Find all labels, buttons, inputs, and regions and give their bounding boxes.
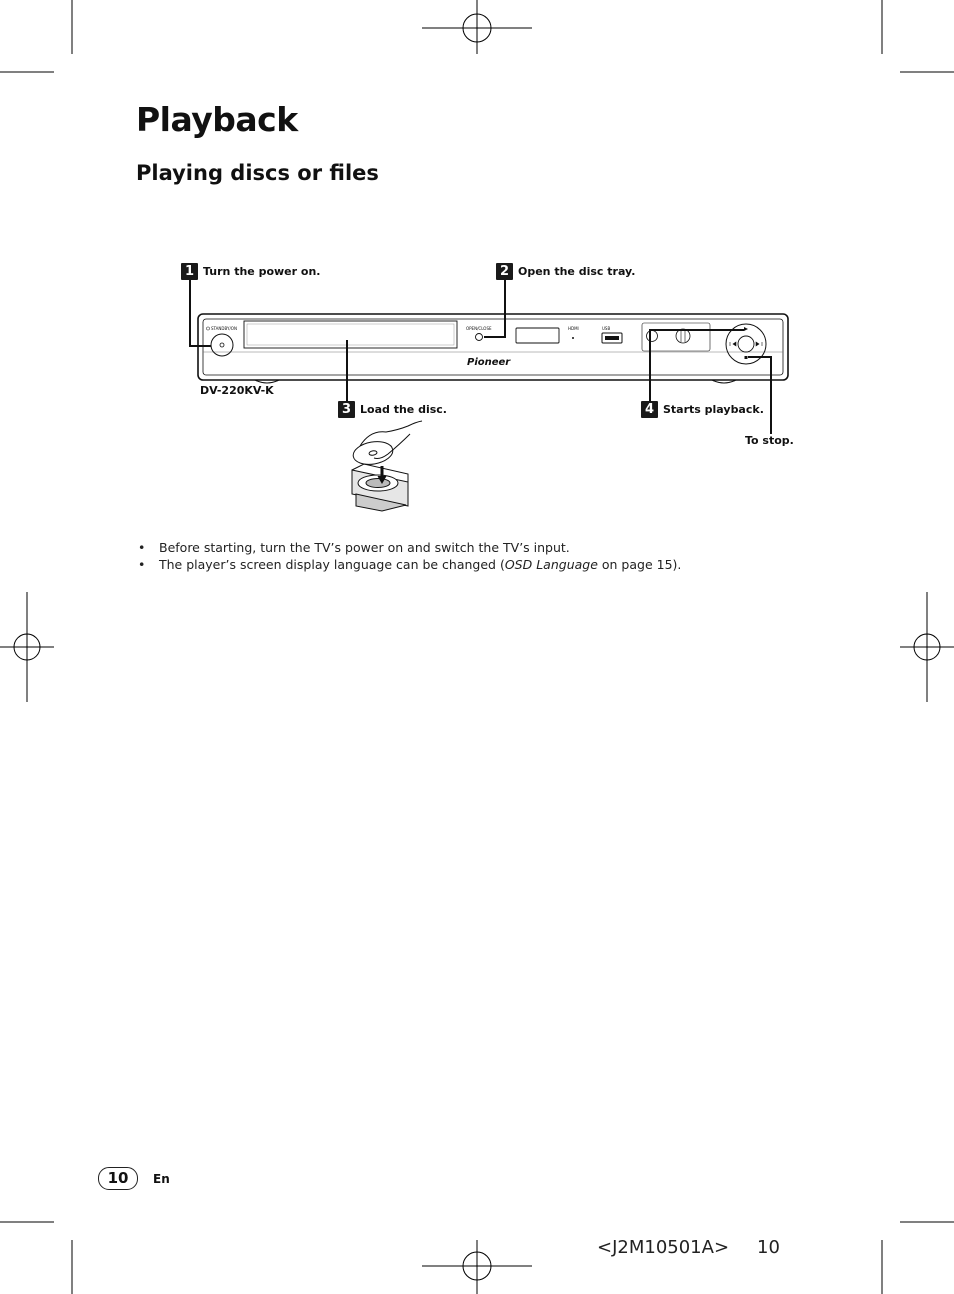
hdmi-label: HDMI [568, 326, 579, 331]
section-title: Playing discs or files [136, 161, 379, 185]
previous-icon [730, 342, 736, 346]
step-3-label [338, 401, 447, 418]
step-number-badge: 1 [181, 263, 198, 280]
page-number-badge: 10 [98, 1167, 138, 1190]
disc-tray [244, 321, 457, 348]
step-number-badge: 4 [641, 401, 658, 418]
bullet: • [138, 540, 146, 555]
step-number-badge: 3 [338, 401, 355, 418]
disc-loading-illustration [351, 421, 422, 511]
stop-label: To stop. [745, 434, 794, 447]
osd-language-link: OSD Language [504, 557, 598, 572]
step-1-label [181, 263, 320, 280]
hdmi-indicator [572, 337, 574, 339]
bullet: • [138, 557, 146, 572]
usb-label: USB [602, 326, 611, 331]
list-item [138, 556, 681, 573]
player-front-panel [198, 314, 788, 383]
power-icon [206, 327, 209, 330]
step-2-label [496, 263, 635, 280]
play-icon [744, 327, 748, 331]
power-button [211, 334, 233, 356]
doc-page: 10 [757, 1237, 780, 1258]
list-item [138, 539, 681, 556]
open-close-button [476, 334, 483, 341]
next-icon [756, 342, 762, 346]
step-text: Open the disc tray. [518, 265, 636, 278]
open-close-label: OPEN/CLOSE [466, 326, 492, 331]
note-text: Before starting, turn the TV’s power on and switch the TV’s input. [159, 540, 570, 555]
pioneer-logo: Pioneer [467, 357, 511, 368]
standby-label: STANDBY/ON [211, 326, 237, 331]
notes-list [138, 539, 681, 573]
display-window [516, 328, 559, 343]
note-text-before: The player’s screen display language can be changed ( [159, 557, 505, 572]
step-4-label [641, 401, 764, 418]
mic-jack [647, 331, 658, 342]
doc-code: <J2M10501A> [597, 1237, 730, 1258]
language-code: En [153, 1172, 170, 1186]
model-label: DV-220KV-K [200, 384, 274, 397]
stop-icon [745, 356, 748, 359]
page-title: Playback [136, 100, 298, 139]
step-text: Load the disc. [360, 403, 447, 416]
mic-volume-knob [676, 329, 690, 343]
step-text: Turn the power on. [203, 265, 321, 278]
document-code [597, 1237, 780, 1258]
note-text-after: on page 15). [597, 557, 682, 572]
step-number-badge: 2 [496, 263, 513, 280]
step-text: Starts playback. [663, 403, 764, 416]
